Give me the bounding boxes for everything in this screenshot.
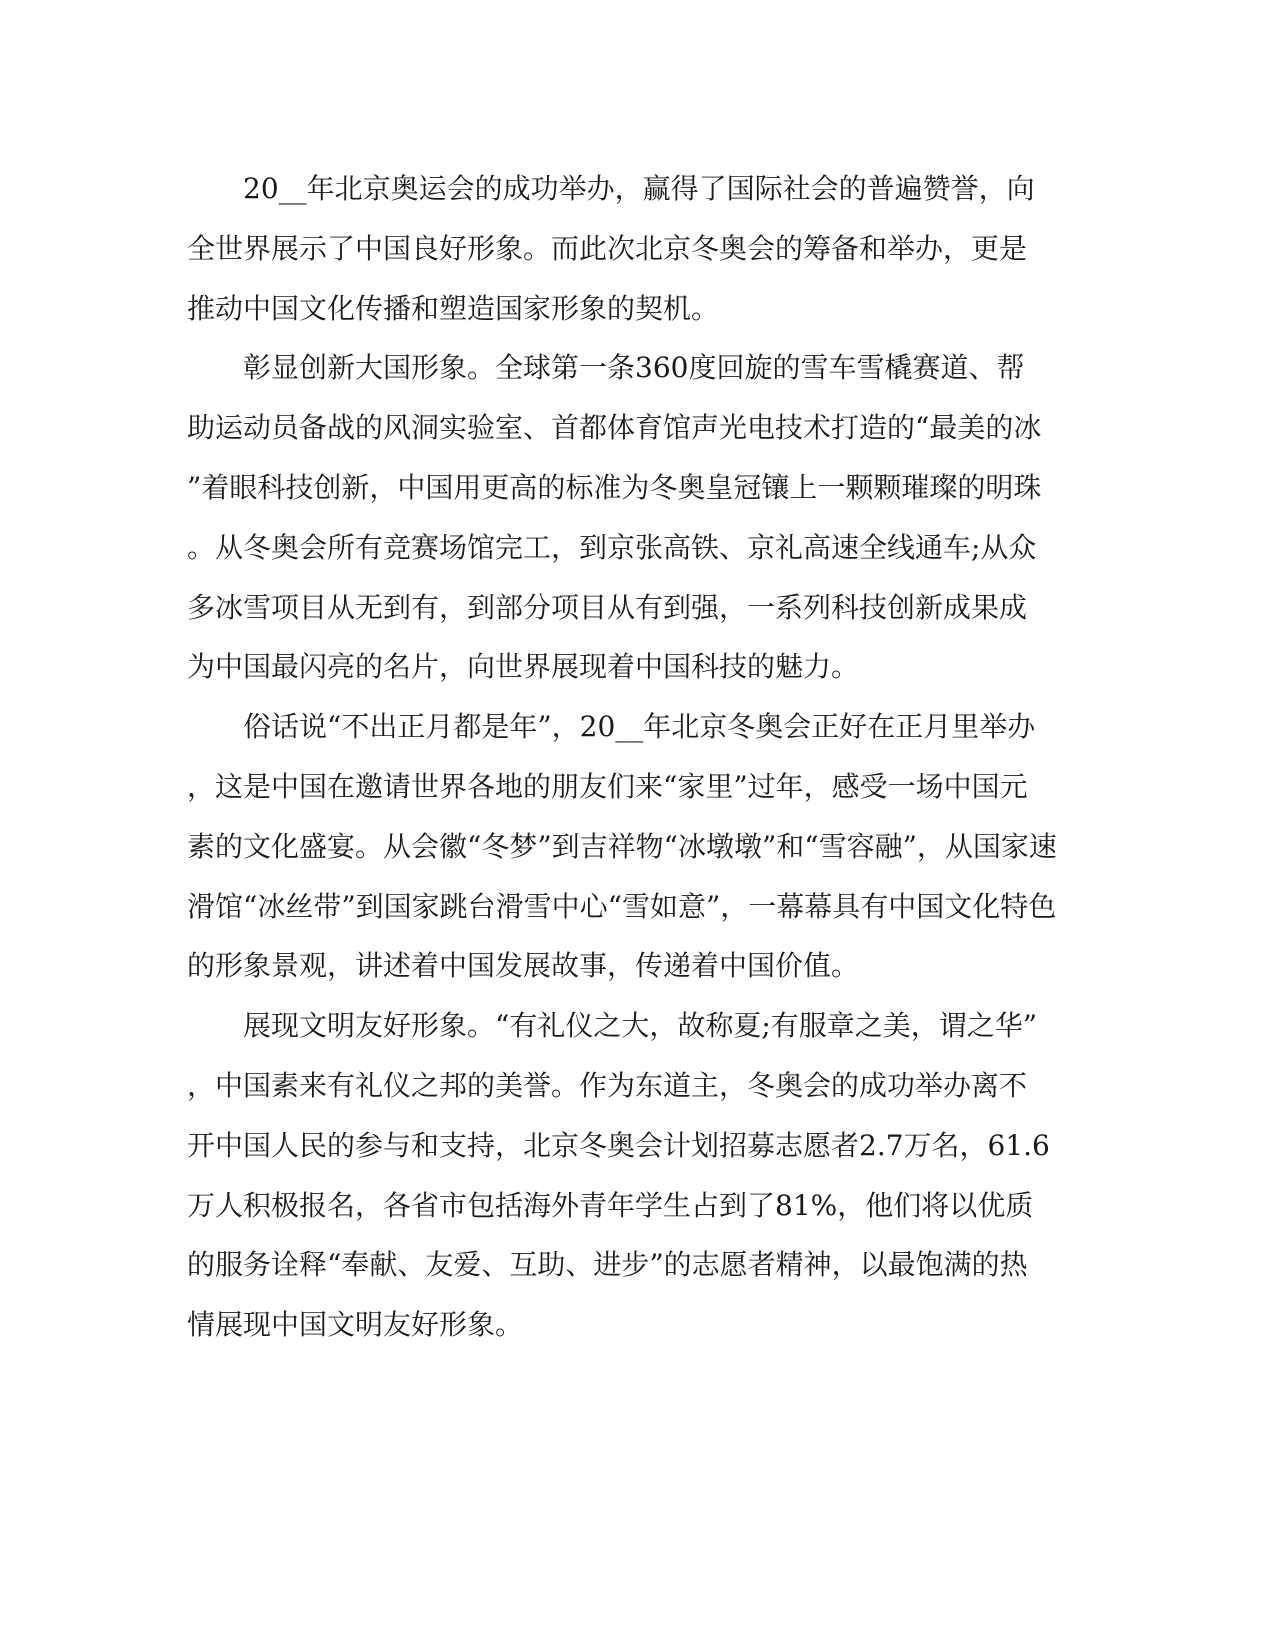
paragraph-4 — [187, 996, 1082, 1355]
text-line: 的形象景观，讲述着中国发展故事，传递着中国价值。 — [187, 949, 860, 983]
text-line: ”着眼科技创新，中国用更高的标准为冬奥皇冠镶上一颗颗璀璨的明珠 — [187, 470, 1042, 504]
text-line: 为中国最闪亮的名片，向世界展现着中国科技的魅力。 — [187, 650, 860, 684]
document-body — [187, 159, 1082, 1355]
text-line: 彰显创新大国形象。全球第一条360度回旋的雪车雪橇赛道、帮 — [187, 351, 1025, 385]
text-line: 素的文化盛宴。从会徽“冬梦”到吉祥物“冰墩墩”和“雪容融”，从国家速 — [187, 829, 1057, 863]
text-line: 情展现中国文明友好形象。 — [187, 1308, 524, 1342]
text-line: 展现文明友好形象。“有礼仪之大，故称夏;有服章之美，谓之华” — [187, 1009, 1038, 1043]
text-line: ，中国素来有礼仪之邦的美誉。作为东道主，冬奥会的成功举办离不 — [187, 1068, 1028, 1102]
text-line: 20__年北京奥运会的成功举办，赢得了国际社会的普遍赞誉，向 — [187, 172, 1035, 205]
text-line: 全世界展示了中国良好形象。而此次北京冬奥会的筹备和举办，更是 — [187, 231, 1028, 265]
text-line: 助运动员备战的风洞实验室、首都体育馆声光电技术打造的“最美的冰 — [187, 411, 1042, 445]
text-line: 俗话说“不出正月都是年”，20__年北京冬奥会正好在正月里举办 — [187, 710, 1036, 744]
text-line: 开中国人民的参与和支持，北京冬奥会计划招募志愿者2.7万名，61.6 — [187, 1128, 1050, 1162]
paragraph-2 — [187, 338, 1082, 697]
text-line: ，这是中国在邀请世界各地的朋友们来“家里”过年，感受一场中国元 — [187, 769, 1028, 803]
text-line: 滑馆“冰丝带”到国家跳台滑雪中心“雪如意”，一幕幕具有中国文化特色 — [187, 889, 1057, 923]
paragraph-3 — [187, 697, 1082, 996]
text-line: 多冰雪项目从无到有，到部分项目从有到强，一系列科技创新成果成 — [187, 590, 1028, 624]
text-line: 万人积极报名，各省市包括海外青年学生占到了81%，他们将以优质 — [187, 1188, 1034, 1222]
text-line: 推动中国文化传播和塑造国家形象的契机。 — [187, 291, 720, 325]
paragraph-1 — [187, 159, 1082, 338]
text-line: 。从冬奥会所有竞赛场馆完工，到京张高铁、京礼高速全线通车;从众 — [187, 530, 1037, 564]
text-line: 的服务诠释“奉献、友爱、互助、进步”的志愿者精神，以最饱满的热 — [187, 1248, 1028, 1282]
